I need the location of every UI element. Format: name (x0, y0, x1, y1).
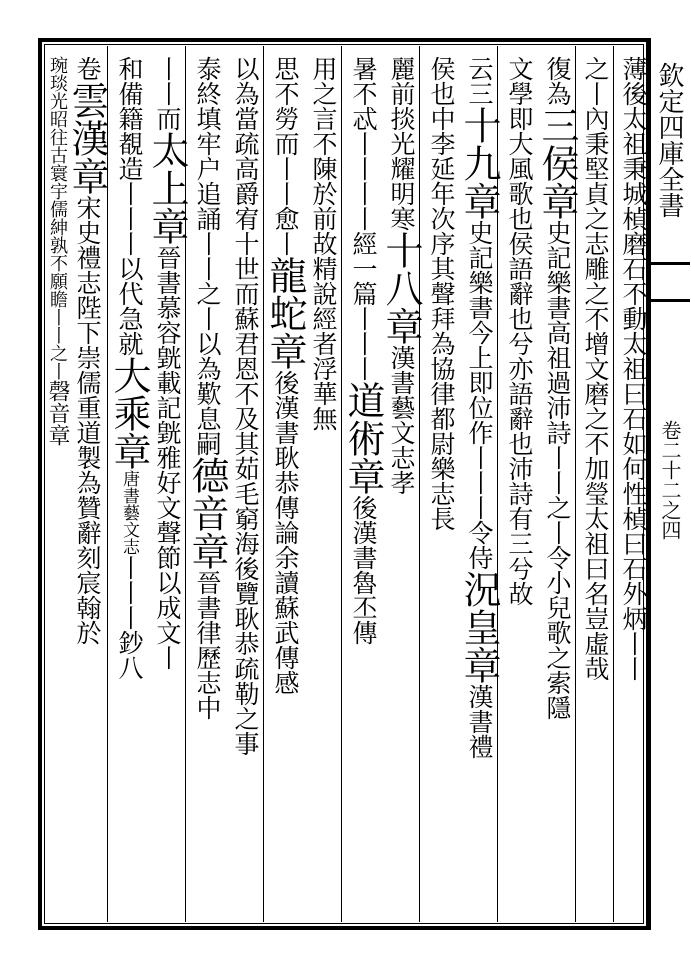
text-run: 後漢書耿恭傳論余讀蘇武傳感 (271, 370, 300, 695)
book-title: 欽定四庫全書 (654, 62, 684, 218)
heading-run: 德音章 (185, 456, 229, 570)
text-run: 云三 (465, 56, 494, 106)
text-run: 和備籍覩造丨丨丨以代急就 (115, 56, 144, 356)
text-column-9: 用之言不陳於前故精說經者浮華無 (309, 56, 338, 431)
text-run: 卷 (73, 56, 102, 81)
heading-run: 三侯章 (535, 106, 579, 220)
text-column-7 (379, 56, 423, 914)
text-column-3 (535, 56, 579, 914)
text-run: 晉書律歷志中 (193, 570, 222, 720)
text-column-14 (107, 56, 151, 914)
text-run: 泰終填牢户追誦丨丨之丨以為歎息嗣 (193, 56, 222, 456)
heading-run: 雲漢章 (65, 81, 109, 195)
text-column-13 (145, 56, 189, 914)
text-run: 琬琰光昭往古寰宇儒紳孰不願瞻丨丨之丨 (47, 56, 68, 380)
text-column-11: 以為當疏高爵宥十世而蘇君恩不及其茹毛窮海後覽耿恭疏勒之事 (231, 56, 260, 756)
heading-run: 磬音章 (45, 380, 70, 446)
text-run: 史記樂書高祖過沛詩丨丨之丨令小兒歌之索隱 (543, 220, 572, 720)
text-column-16 (46, 56, 68, 914)
text-column-4: 文學即大風歌也侯語辭也兮亦語辭也沛詩有三兮故 (505, 56, 534, 606)
heading-run: 大乘章 (107, 356, 151, 470)
text-column-5 (457, 56, 501, 914)
text-run: 漢書禮 (465, 684, 494, 759)
text-run: 復為 (543, 56, 572, 106)
text-run: 麗前掞光耀明寒 (387, 56, 416, 231)
heading-run: 況皇章 (457, 570, 501, 684)
heading-run: 十九章 (457, 106, 501, 220)
text-column-6: 侯也中李延年次序其聲拜為協律都尉樂志長 (427, 56, 456, 531)
fishtail-mark (650, 262, 690, 302)
text-column-1: 薄後太祖秉城楨磨石不動太祖曰石如何性楨曰石外炳丨丨 (619, 56, 648, 681)
text-run: 思不勞而丨丨愈丨 (271, 56, 300, 256)
text-run: 宋史禮志陛下崇儒重道製為贊辭刻宸翰於 (73, 195, 102, 645)
text-column-8 (341, 56, 385, 914)
text-column-15 (65, 56, 109, 914)
small-note: 唐書藝文志 (119, 470, 139, 555)
text-run: 漢書藝文志孝 (387, 345, 416, 495)
text-column-2: 之丨內秉堅貞之志雕之不增文磨之不加瑩太祖曰名豈虛哉 (581, 56, 610, 681)
text-column-12 (185, 56, 229, 914)
text-run: 晉書慕容皝載記皝雅好文聲節以成文丨 (153, 245, 182, 670)
heading-run: 十八章 (379, 231, 423, 345)
text-run: 丨丨而 (153, 56, 182, 131)
text-column-10 (263, 56, 307, 914)
text-run: 暑不忒丨丨丨丨經一篇丨丨丨 (349, 56, 378, 381)
text-run: 後漢書魯丕傳 (349, 495, 378, 645)
volume-label: 卷二十二之四 (658, 420, 682, 540)
text-run: 丨丨丨鈔八 (115, 555, 144, 680)
heading-run: 太上章 (145, 131, 189, 245)
heading-run: 道術章 (341, 381, 385, 495)
heading-run: 龍蛇章 (263, 256, 307, 370)
text-run: 史記樂書今上即位作丨丨丨令侍 (465, 220, 494, 570)
